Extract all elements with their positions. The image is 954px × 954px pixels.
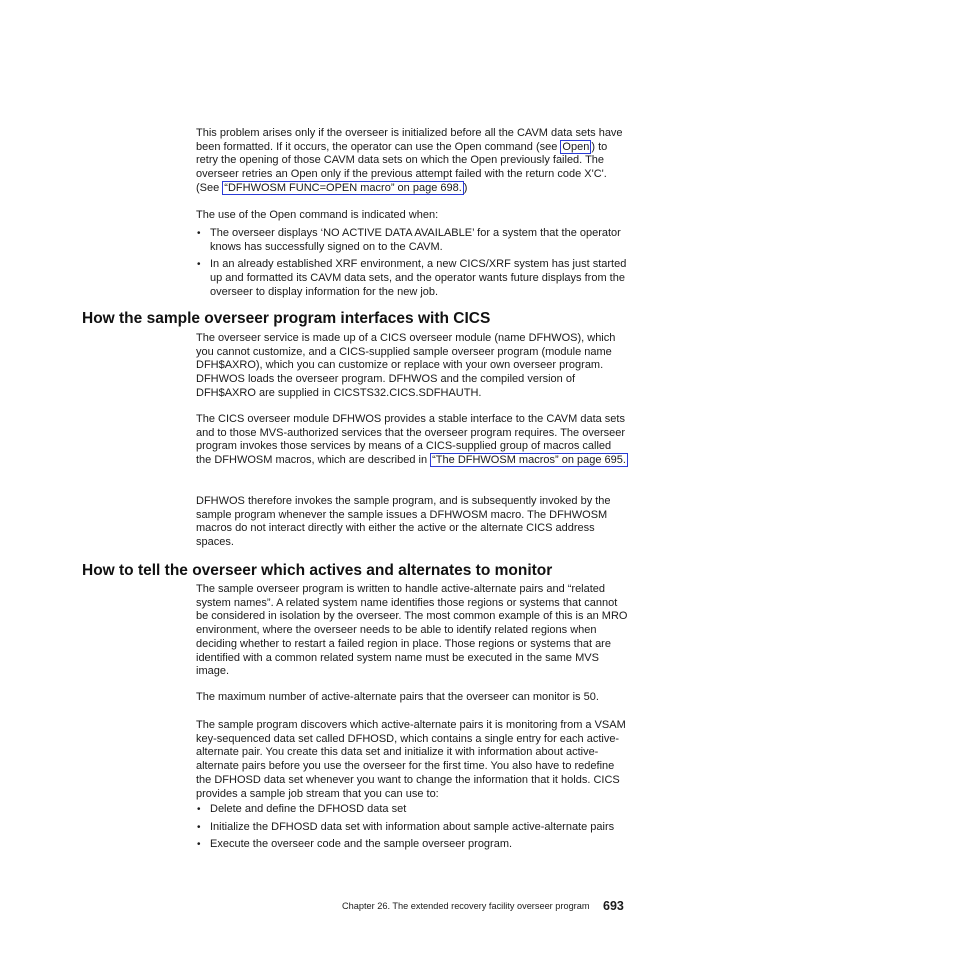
footer-chapter-title: Chapter 26. The extended recovery facility overseer program xyxy=(342,901,590,911)
section1-paragraph-3: DFHWOS therefore invokes the sample program, and is subsequently invoked by the sample program whenever the sample issues a DFHWOSM macro. The DFHWOSM macros do not interact directly with either the active or the alternate CICS address spaces. xyxy=(196,495,611,549)
list-item: • Initialize the DFHOSD data set with information about sample active-alternate pairs xyxy=(196,821,628,835)
section2-paragraph-2: The maximum number of active-alternate pairs that the overseer can monitor is 50. xyxy=(196,691,599,703)
section-heading-interfaces: How the sample overseer program interfaces with CICS xyxy=(82,310,491,327)
open-command-link[interactable]: Open xyxy=(562,140,590,153)
page-number: 693 xyxy=(603,899,624,913)
dfhwosm-func-open-link[interactable]: “DFHWOSM FUNC=OPEN macro” on page 698. xyxy=(224,181,462,194)
section2-paragraph-3: The sample program discovers which active-alternate pairs it is monitoring from a VSAM key-sequenced data set called DFHOSD, which contains a single entry for each active-alternate pair. You create this data set and initialize it with information about active-alternate pairs before you use the overseer for the first time. You also have to redefine the DFHOSD data set whenever you want to change the information that it holds. CICS provides a sample job stream that you can use to: xyxy=(196,719,626,800)
intro-paragraph-2: The use of the Open command is indicated when: xyxy=(196,209,439,221)
section1-text: The CICS overseer module DFHWOS provides a stable interface to the CAVM data sets and to those MVS-authorized services that the overseer program requires. The overseer program invokes those services by means of a CICS-supplied group of macros called the DFHWOSM macros, which are described in xyxy=(196,413,626,467)
intro-text-1: This problem arises only if the overseer is initialized before all the CAVM data sets have been formatted. If it occurs, the operator can use the Open command (see xyxy=(196,127,623,153)
section1-paragraph-1: The overseer service is made up of a CICS overseer module (name DFHWOS), which you cannot customize, and a CICS-supplied sample overseer program (module name DFH$AXRO), which you can customize or replace with your own overseer program. DFHWOS loads the overseer program. DFHWOS and the compiled version of DFH$AXRO are supplied in CICSTS32.CICS.SDFHAUTH. xyxy=(196,332,616,399)
dfhwosm-macros-link[interactable]: “The DFHWOSM macros” on page 695. xyxy=(432,454,626,467)
intro-text-2: ) to retry the opening of those CAVM data sets on which the Open previously failed. The overseer retries an Open only if the previous attempt failed with the return code X'C'. (See xyxy=(196,140,608,194)
list-item: • The overseer displays ‘NO ACTIVE DATA AVAILABLE’ for a system that the operator knows has successfully signed on to the CAVM. xyxy=(196,227,628,254)
intro-bullet-list xyxy=(196,227,628,304)
list-item: • Execute the overseer code and the sample overseer program. xyxy=(196,838,628,852)
section2-paragraph-1: The sample overseer program is written to handle active-alternate pairs and “related system names”. A related system name identifies those regions or systems that cannot be considered in isolation by the overseer. The most common example of this is an MRO environment, where the overseer needs to be able to identify related regions when deciding whether to restart a failed region in place. Those regions or systems that are identified with a common related system name must be executed in the same MVS image. xyxy=(196,583,628,678)
job-stream-bullet-list xyxy=(196,803,628,856)
intro-paragraph-1 xyxy=(196,127,628,196)
list-item: • Delete and define the DFHOSD data set xyxy=(196,803,628,817)
intro-text-3: ) xyxy=(463,181,468,194)
section-heading-actives-alternates: How to tell the overseer which actives and alternates to monitor xyxy=(82,562,553,579)
section1-paragraph-2 xyxy=(196,413,628,468)
list-item: • In an already established XRF environment, a new CICS/XRF system has just started up and formatted its CAVM data sets, and the operator wants future displays from the overseer to display information for the new job. xyxy=(196,258,628,299)
